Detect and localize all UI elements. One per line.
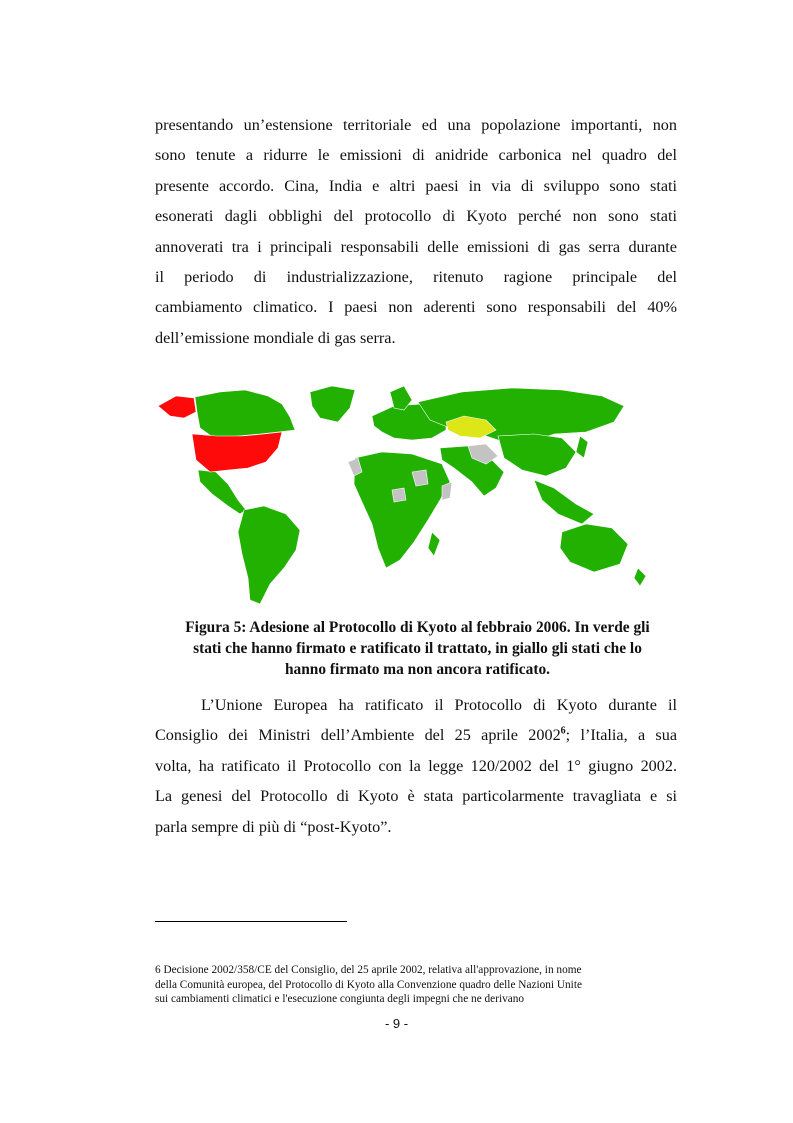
text-line: il periodo di industrializzazione, ritenuto ragione principale del [155, 268, 677, 287]
canada [195, 390, 295, 438]
text-line: L’Unione Europea ha ratificato il Protocollo di Kyoto durante il [201, 696, 677, 714]
text-line: presente accordo. Cina, India e altri paesi in via di sviluppo sono stati [155, 176, 677, 195]
footnote-reference: 6 [560, 726, 566, 738]
text-line: annoverati tra i principali responsabili delle emissioni di gas serra durante [155, 237, 677, 256]
text-fragment: Consiglio dei Ministri dell’Ambiente del 25 aprile 2002 [155, 726, 561, 745]
australia [560, 524, 628, 572]
new-zealand [634, 568, 646, 586]
footnote-line: sui cambiamenti climatici e l'esecuzione congiunta degli impegni che ne derivano [155, 993, 525, 1005]
body-paragraph-1 [155, 110, 677, 353]
footnote [155, 963, 685, 1007]
caption-line: Figura 5: Adesione al Protocollo di Kyoto al febbraio 2006. In verde gli [185, 619, 650, 636]
footnote-line: della Comunità europea, del Protocollo di Kyoto alla Convenzione quadro delle Nazioni Unite [155, 978, 582, 991]
text-fragment: ; l’Italia, a sua [565, 726, 678, 745]
mexico-central-america [198, 470, 246, 514]
text-line: cambiamento climatico. I paesi non aderenti sono responsabili del 40% [155, 298, 677, 317]
text-line: sono tenute a ridurre le emissioni di anidride carbonica nel quadro del [155, 146, 677, 165]
alaska [158, 396, 196, 418]
text-line: esonerati dagli obblighi del protocollo di Kyoto perché non sono stati [155, 207, 677, 226]
text-line: volta, ha ratificato il Protocollo con la legge 120/2002 del 1° giugno 2002. [155, 756, 677, 775]
east-asia [498, 434, 576, 476]
text-line: presentando un’estensione territoriale ed una popolazione importanti, non [155, 116, 677, 134]
southeast-asia [534, 480, 594, 524]
kyoto-world-map [150, 372, 685, 612]
page-number: - 9 - [384, 1016, 409, 1031]
ratified-countries [195, 386, 646, 604]
japan [576, 436, 588, 458]
usa [192, 432, 282, 472]
central-africa-area [392, 488, 406, 502]
figure-caption [150, 617, 685, 680]
body-paragraph-2 [155, 690, 677, 842]
footnote-separator [155, 921, 347, 922]
text-line: parla sempre di più di “post-Kyoto”. [155, 817, 392, 836]
caption-line: hanno firmato ma non ancora ratificato. [284, 661, 551, 678]
text-line: La genesi del Protocollo di Kyoto è stata particolarmente travagliata e si [155, 787, 677, 806]
caption-line: stati che hanno firmato e ratificato il trattato, in giallo gli stati che lo [193, 640, 642, 657]
footnote-line: 6 Decisione 2002/358/CE del Consiglio, del 25 aprile 2002, relativa all'approvazione, in nome [155, 964, 582, 976]
text-line: dell’emissione mondiale di gas serra. [155, 328, 396, 347]
text-line [155, 720, 677, 750]
greenland [310, 386, 355, 422]
madagascar [428, 532, 440, 556]
south-america [238, 506, 300, 604]
